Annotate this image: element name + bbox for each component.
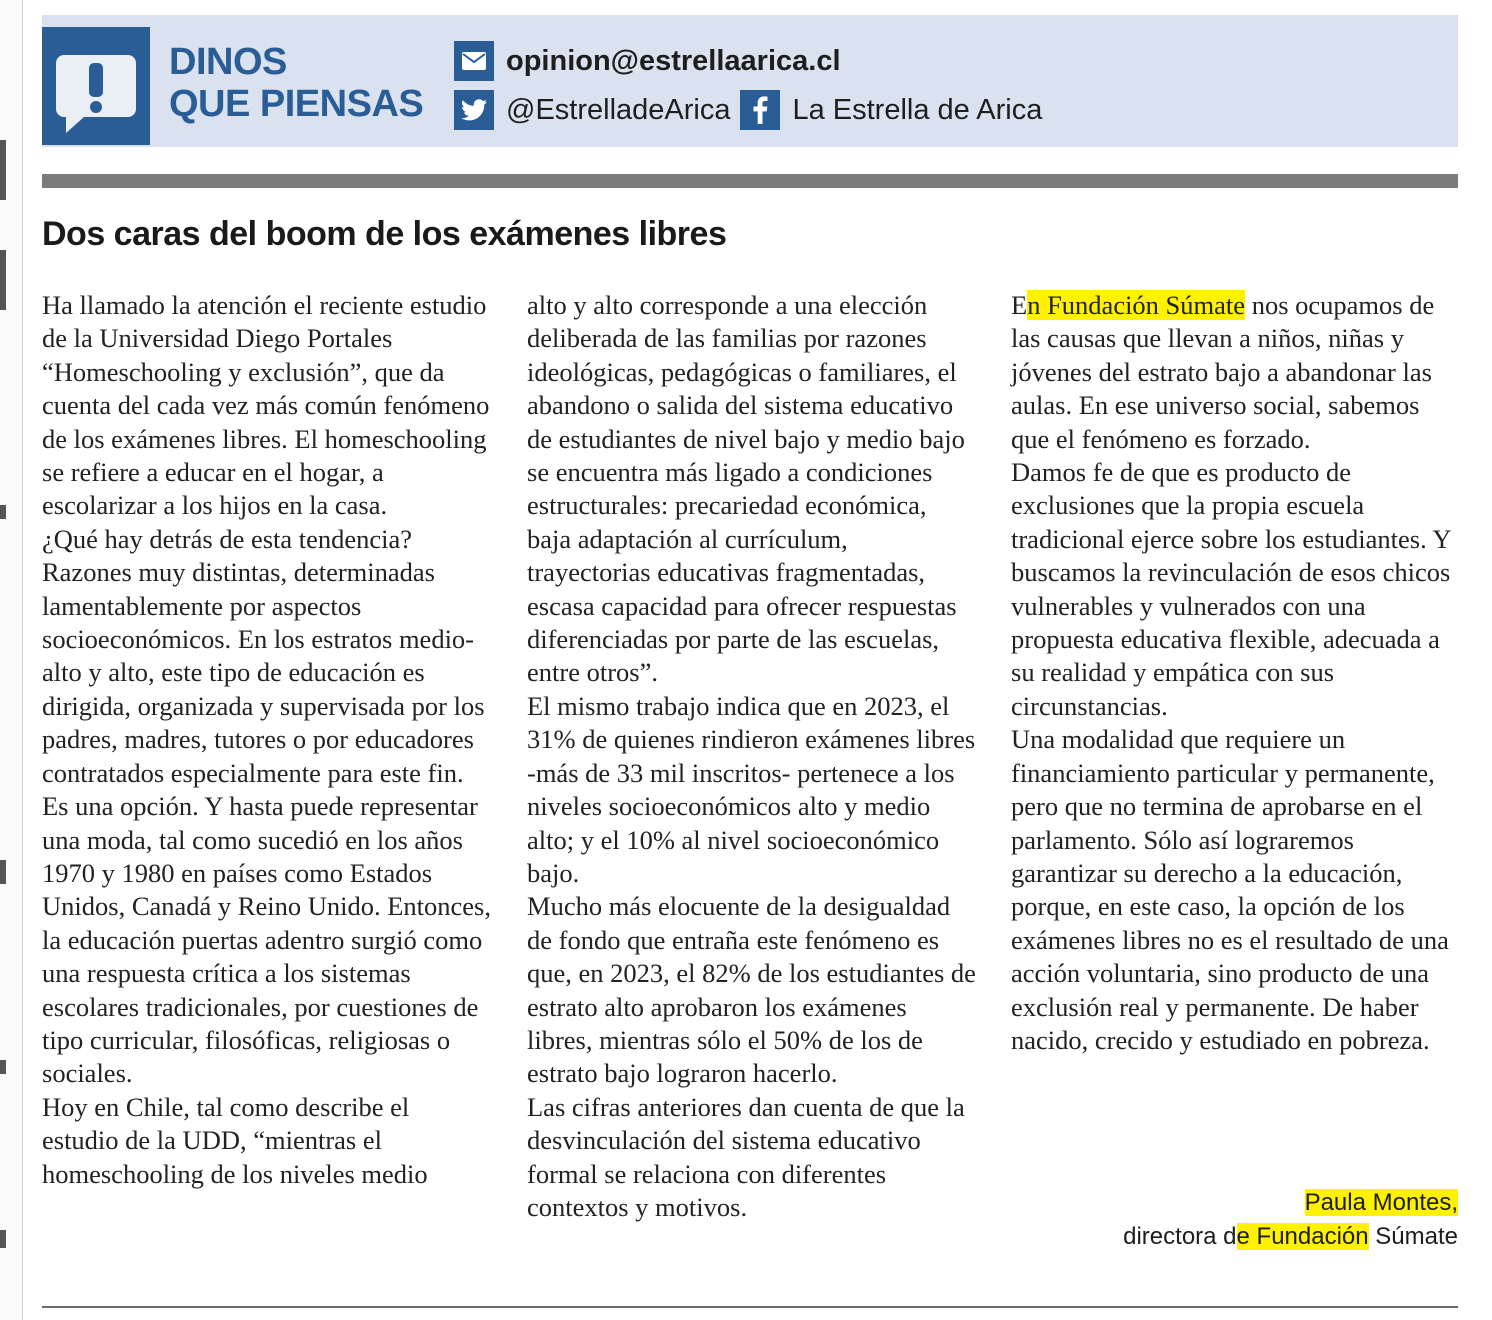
paragraph — [1011, 289, 1461, 456]
paragraph: Mucho más elocuente de la desigualdad de fondo que entraña este fenómeno es que, en 2023, el 82% de los estudiantes de estrato alto aprobaron los exámenes libres, mientras sólo el 50% de los de estrato bajo lograron hacerlo. — [527, 891, 976, 1089]
highlighted-organization: e Fundación — [1236, 1223, 1369, 1250]
paragraph: Hoy en Chile, tal como describe el estudio de la UDD, “mientras el homeschooling de los niveles medio — [42, 1091, 428, 1189]
paragraph: El mismo trabajo indica que en 2023, el 31% de quienes rindieron exámenes libres -más de 33 mil inscritos- pertenece a los niveles socioeconómicos alto y medio alto; y el 10% al nivel socioeconómico bajo. — [527, 690, 976, 888]
highlighted-organization: n Fundación Súmate — [1027, 290, 1246, 320]
article-column-3 — [1011, 289, 1461, 1057]
opinion-header-band — [42, 15, 1458, 147]
facebook-icon — [740, 90, 780, 130]
article-column-2 — [527, 289, 977, 1224]
text-run: directora d — [1123, 1223, 1237, 1250]
facebook-page-name[interactable]: La Estrella de Arica — [792, 93, 1043, 126]
paragraph: Ha llamado la atención el reciente estudio de la Universidad Diego Portales “Homeschooling y exclusión”, que da cuenta del cada vez más común fenómeno de los exámenes libres. El homeschooling se refiere a educar en el hogar, a escolarizar a los hijos en la casa. — [42, 290, 490, 521]
page-margin-strip — [0, 0, 23, 1320]
twitter-icon — [454, 90, 494, 130]
twitter-handle[interactable]: @EstrelladeArica — [506, 93, 731, 126]
footer-divider — [42, 1306, 1458, 1308]
social-contacts — [454, 90, 1042, 130]
email-contact[interactable] — [454, 41, 841, 81]
email-address[interactable]: opinion@estrellaarica.cl — [506, 44, 841, 77]
text-run: Súmate — [1368, 1223, 1458, 1250]
header-divider — [42, 174, 1458, 188]
text-run: nos ocupamos de las causas que llevan a niños, niñas y jóvenes del estrato bajo a abandonar las aulas. En ese universo social, sabemos que el fenómeno es forzado. — [1011, 290, 1435, 454]
exclamation-speech-icon — [42, 27, 150, 145]
paragraph: Las cifras anteriores dan cuenta de que la desvinculación del sistema educativo formal se relaciona con diferentes contextos y motivos. — [527, 1091, 965, 1222]
article-headline: Dos caras del boom de los exámenes libres — [42, 215, 727, 253]
author-name: Paula Montes, — [1304, 1189, 1458, 1216]
section-title-line-2: QUE PIENSAS — [169, 83, 424, 125]
author-signature — [1123, 1186, 1458, 1254]
paragraph: alto y alto corresponde a una elección deliberada de las familias por razones ideológicas, pedagógicas o familiares, el abandono o salida del sistema educativo de estudiantes de nivel bajo y medio bajo se encuentra más ligado a condiciones estructurales: precariedad económica, baja adaptación al currículum, trayectorias educativas fragmentadas, escasa capacidad para ofrecer respuestas diferenciadas por parte de las escuelas, entre otros”. — [527, 290, 965, 688]
section-title — [169, 41, 423, 125]
text-run: E — [1011, 290, 1028, 320]
paragraph: Una modalidad que requiere un financiamiento particular y permanente, pero que no termina de aprobarse en el parlamento. Sólo así lograremos garantizar su derecho a la educación, porque, en este caso, la opción de los exámenes libres no es el resultado de una acción voluntaria, sino producto de una exclusión real y permanente. De haber nacido, crecido y estudiado en pobreza. — [1011, 724, 1449, 1055]
author-role — [1123, 1220, 1458, 1254]
article-column-1 — [42, 289, 492, 1191]
section-title-line-1: DINOS — [169, 41, 287, 83]
paragraph: Damos fe de que es producto de exclusiones que la propia escuela tradicional ejerce sobre los estudiantes. Y buscamos la revinculación de esos chicos vulnerables y vulnerados con una propuesta educativa flexible, adecuada a su realidad y empática con sus circunstancias. — [1011, 457, 1451, 721]
paragraph: ¿Qué hay detrás de esta tendencia? Razones muy distintas, determinadas lamentablemente por aspectos socioeconómicos. En los estratos medio-alto y alto, este tipo de educación es dirigida, organizada y supervisada por los padres, madres, tutores o por educadores contratados especialmente para este fin. Es una opción. Y hasta puede representar una moda, tal como sucedió en los años 1970 y 1980 en países como Estados Unidos, Canadá y Reino Unido. Entonces, la educación puertas adentro surgió como una respuesta crítica a los sistemas escolares tradicionales, por cuestiones de tipo curricular, filosóficas, religiosas o sociales. — [42, 523, 491, 1089]
mail-icon — [454, 41, 494, 81]
